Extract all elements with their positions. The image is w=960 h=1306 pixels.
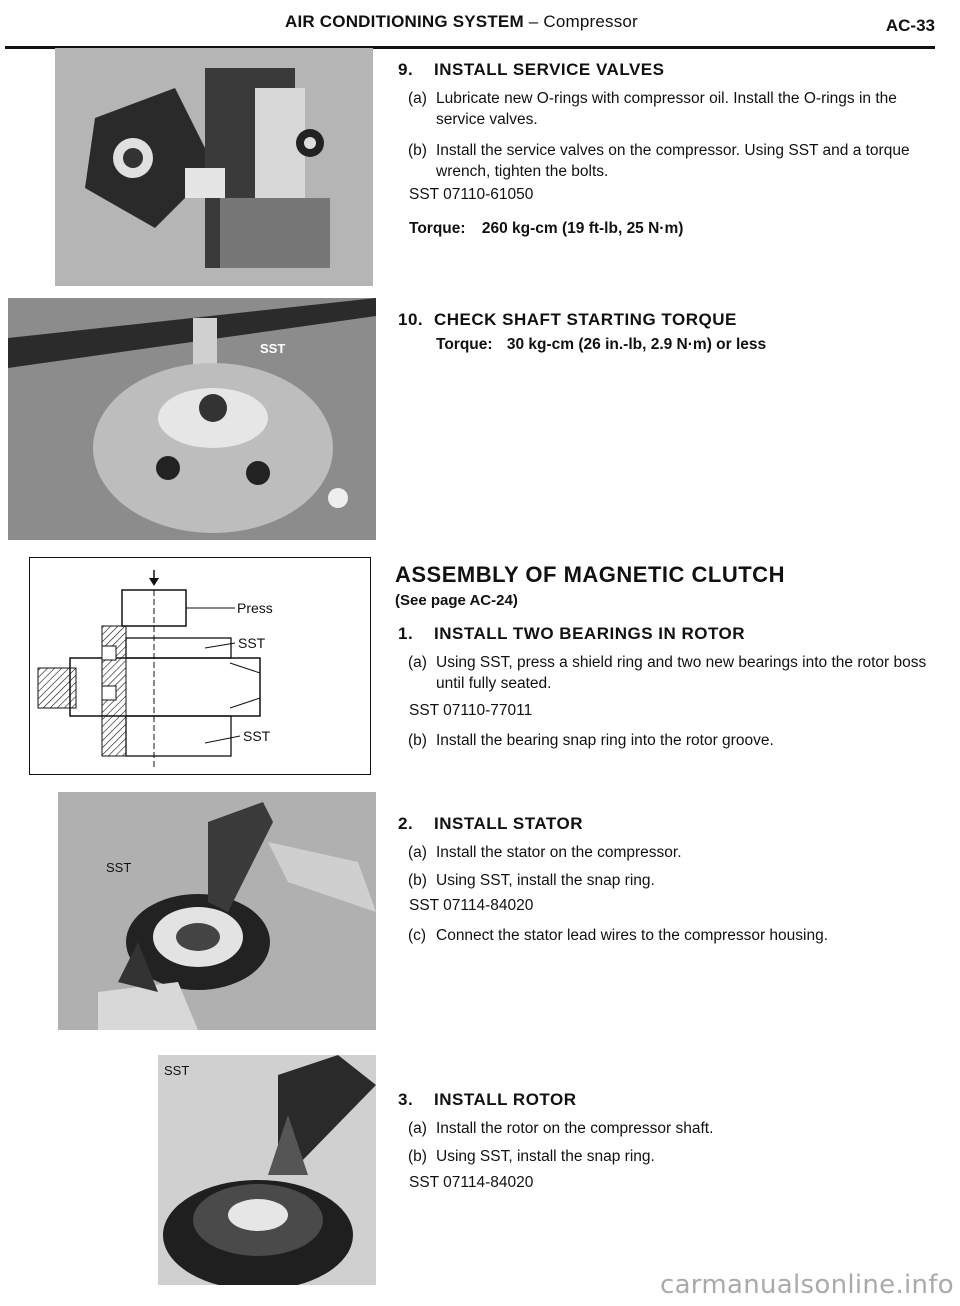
- header-subtitle: – Compressor: [523, 12, 638, 31]
- sub-text: Using SST, install the snap ring.: [436, 1148, 655, 1165]
- torque-label: Torque:: [436, 336, 493, 353]
- diagram-sst-bottom-label: SST: [243, 728, 271, 744]
- step-2-sst: SST 07114-84020: [409, 897, 534, 914]
- sub-text: Connect the stator lead wires to the compressor housing.: [436, 927, 829, 944]
- sub-text: Install the bearing snap ring into the rotor groove.: [436, 732, 774, 749]
- step-1-sst: SST 07110-77011: [409, 702, 533, 719]
- section-reference: (See page AC-24): [395, 592, 518, 609]
- watermark-text: carmanualsonline.info: [659, 1270, 954, 1300]
- sub-label: (b): [408, 732, 427, 749]
- step-2-b: [408, 870, 938, 892]
- step-3-a: [408, 1118, 938, 1140]
- diagram-sst-top-label: SST: [238, 635, 266, 651]
- diagram-bearing-press: [29, 557, 371, 775]
- step-9-sst: SST 07110-61050: [409, 186, 534, 203]
- sub-label: (b): [408, 142, 427, 159]
- step-1-b: [408, 730, 938, 754]
- torque-value: 30 kg-cm (26 in.-lb, 2.9 N·m) or less: [506, 336, 767, 353]
- step-9-torque: [409, 220, 683, 238]
- photo-install-rotor: [158, 1055, 376, 1285]
- sub-label: (a): [408, 90, 427, 107]
- step-1-a: [408, 652, 938, 696]
- sst-label-stator: SST: [106, 860, 132, 875]
- step-2-c: [408, 925, 938, 969]
- step-number: 3.: [398, 1090, 414, 1109]
- sst-label-rotor: SST: [164, 1063, 190, 1078]
- step-9-b: [408, 140, 938, 184]
- step-9-a: [408, 88, 938, 132]
- sub-label: (a): [408, 1120, 427, 1137]
- page-title: [285, 12, 638, 32]
- photo-service-valves: [55, 48, 373, 286]
- sub-label: (b): [408, 1148, 427, 1165]
- photo-install-stator: [58, 792, 376, 1030]
- sub-text: Using SST, install the snap ring.: [436, 872, 655, 889]
- sub-label: (a): [408, 654, 427, 671]
- section-title: ASSEMBLY OF MAGNETIC CLUTCH: [395, 562, 785, 587]
- step-number: 2.: [398, 814, 414, 833]
- header-title-text: AIR CONDITIONING SYSTEM: [285, 12, 524, 31]
- sub-text: Lubricate new O-rings with compressor oil. Install the O-rings in the service valves.: [436, 90, 897, 128]
- torque-label: Torque:: [409, 220, 466, 237]
- page-number: AC-33: [885, 16, 935, 35]
- sst-label: SST: [260, 341, 286, 356]
- step-title: INSTALL STATOR: [434, 814, 583, 833]
- sub-text: Install the rotor on the compressor shaft.: [436, 1120, 714, 1137]
- step-title: CHECK SHAFT STARTING TORQUE: [434, 310, 737, 329]
- step-number: 9.: [398, 60, 414, 79]
- sub-text: Install the stator on the compressor.: [436, 844, 682, 861]
- sub-label: (a): [408, 844, 427, 861]
- step-title: INSTALL ROTOR: [434, 1090, 577, 1109]
- torque-value: 260 kg-cm (19 ft-lb, 25 N·m): [481, 220, 684, 237]
- step-number: 1.: [398, 624, 414, 643]
- step-number: 10.: [398, 310, 424, 329]
- step-title: INSTALL SERVICE VALVES: [434, 60, 665, 79]
- page-header: [0, 10, 935, 38]
- step-2-a: [408, 842, 938, 864]
- sub-label: (c): [408, 927, 427, 944]
- photo-shaft-torque: [8, 298, 376, 540]
- sub-label: (b): [408, 872, 427, 889]
- sub-text: Install the service valves on the compressor. Using SST and a torque wrench, tighten the bolts.: [436, 142, 910, 180]
- step-3-sst: SST 07114-84020: [409, 1174, 534, 1191]
- step-title: INSTALL TWO BEARINGS IN ROTOR: [434, 624, 746, 643]
- step-10-torque: [436, 336, 766, 354]
- diagram-press-label: Press: [237, 600, 273, 616]
- sub-text: Using SST, press a shield ring and two new bearings into the rotor boss until fully seated.: [436, 654, 927, 692]
- step-3-b: [408, 1146, 938, 1168]
